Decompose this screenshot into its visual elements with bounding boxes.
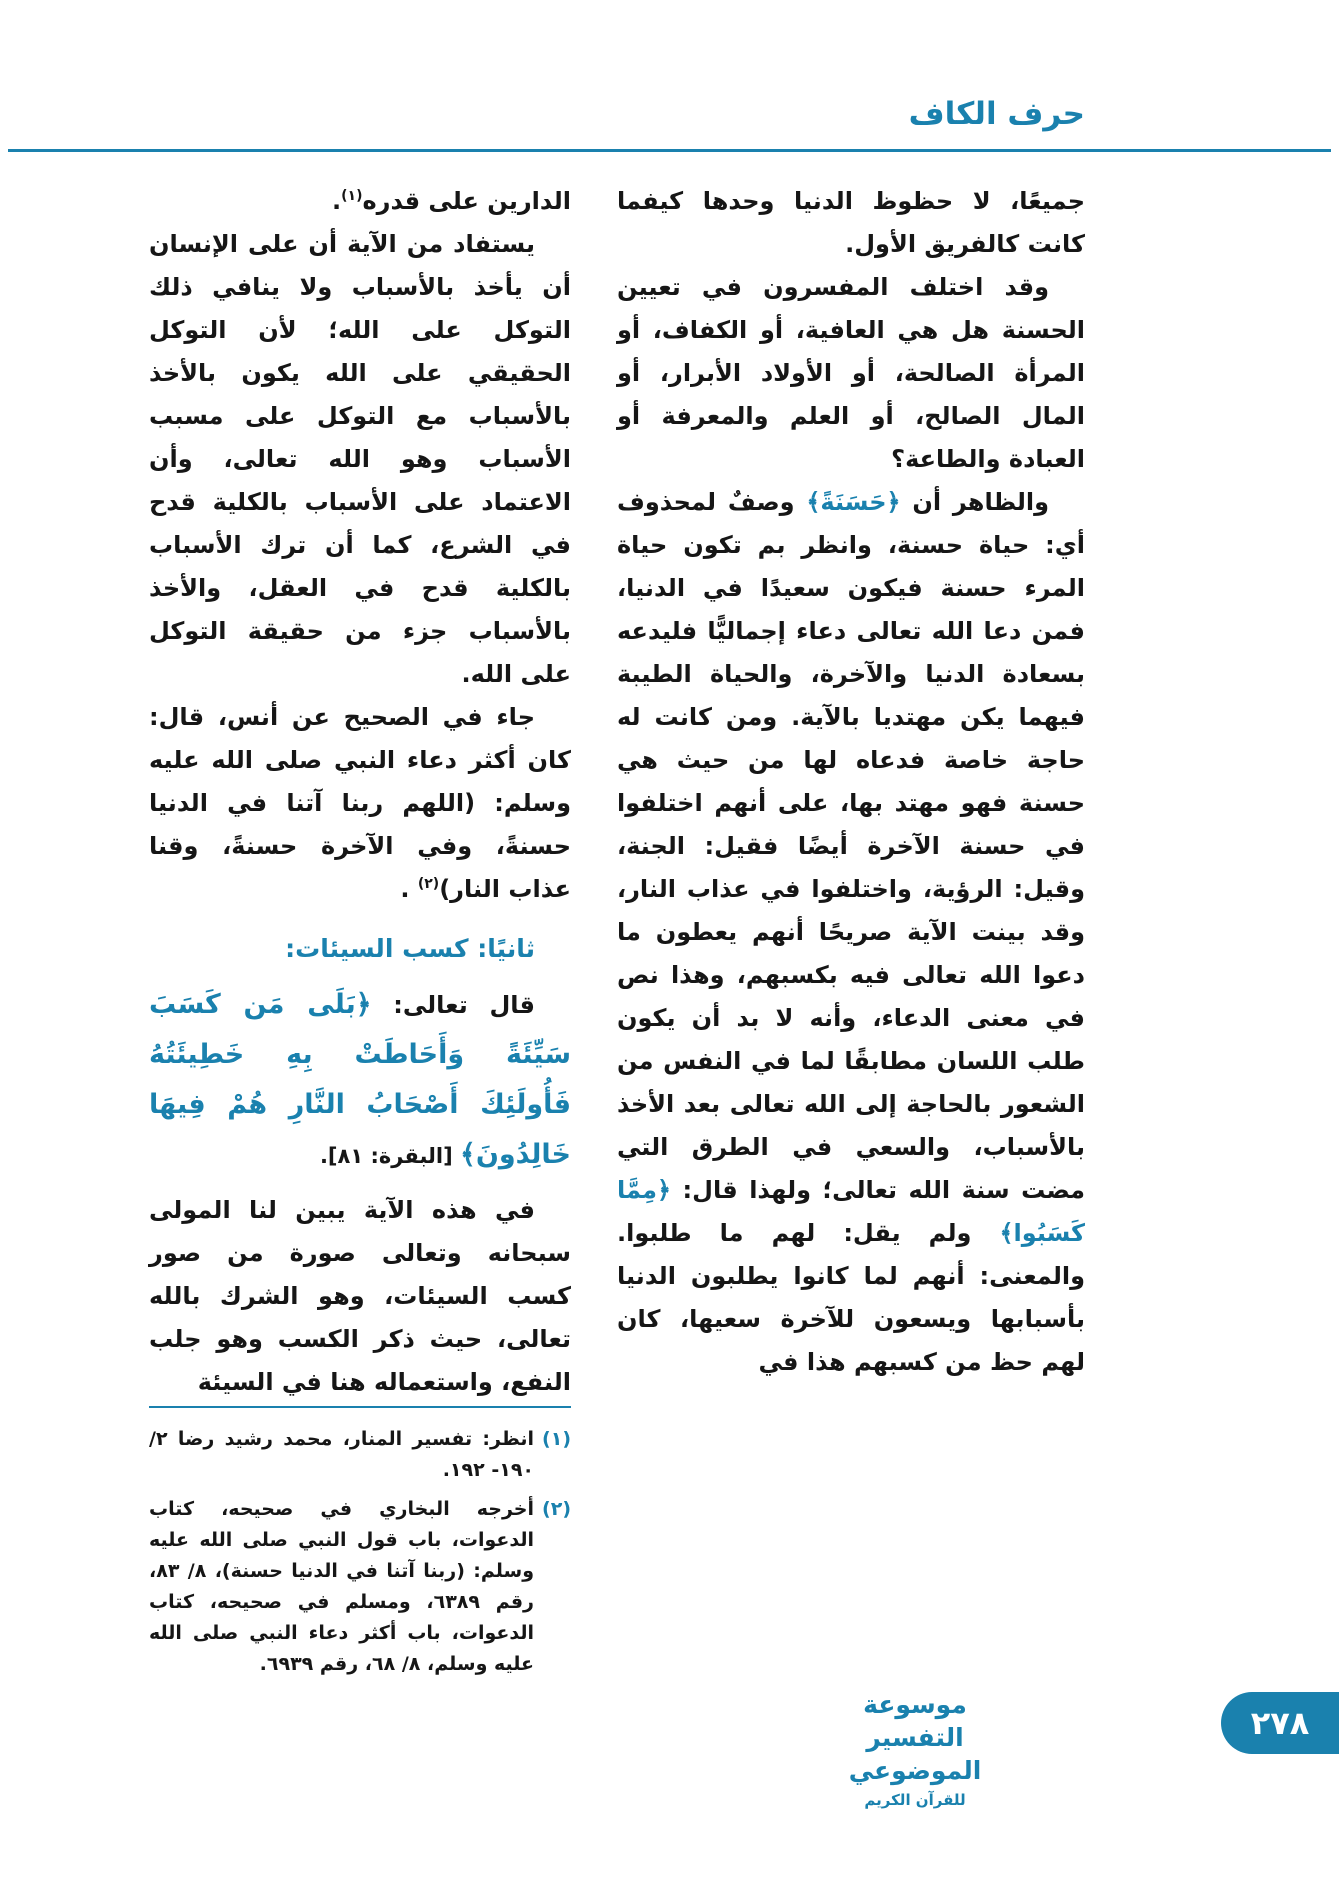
chapter-header-title: حرف الكاف bbox=[908, 96, 1085, 132]
paragraph-text: ولم يقل: لهم ما طلبوا. والمعنى: أنهم لما كانوا يطلبون الدنيا بأسبابها ويسعون للآخرة سعيها، كان لهم حظ من كسبهم هذا في bbox=[617, 1219, 1085, 1376]
paragraph-text: والظاهر أن bbox=[900, 488, 1049, 516]
paragraph: وقد اختلف المفسرون في تعيين الحسنة هل هي العافية، أو الكفاف، أو المرأة الصالحة، أو الأولاد الأبرار، أو المال الصالح، أو العلم والمعرفة أو العبادة والطاعة؟ bbox=[617, 273, 1085, 473]
column-left bbox=[149, 180, 571, 1688]
paragraph bbox=[149, 180, 571, 223]
paragraph-text: وصفٌ لمحذوف أي: حياة حسنة، وانظر بم تكون حياة المرء حسنة فيكون سعيدًا في الدنيا، فمن دعا الله تعالى دعاء إجماليًّا فليدعه بسعادة الدنيا والآخرة، والحياة الطيبة فيهما يكن مهتديا بالآية. ومن كانت له حاجة خاصة فدعاه لها من حيث هي حسنة فهو مهتد بها، على أنهم اختلفوا في حسنة الآخرة أيضًا فقيل: الجنة، وقيل: الرؤية، واختلفوا في عذاب النار، وقد بينت الآية صريحًا أنهم يعطون ما دعوا الله تعالى فيه بكسبهم، وهذا نص في معنى الدعاء، وأنه لا بد أن يكون طلب اللسان مطابقًا لما في النفس من الشعور بالحاجة إلى الله تعالى بعد الأخذ بالأسباب، والسعي في الطرق التي مضت سنة الله تعالى؛ ولهذا قال: bbox=[617, 488, 1085, 1204]
footnote-reference: (١) bbox=[341, 188, 363, 204]
book-emblem-subtitle: للقرآن الكريم bbox=[864, 1791, 966, 1809]
paragraph: في هذه الآية يبين لنا المولى سبحانه وتعالى صورة من صور كسب السيئات، وهو الشرك بالله تعالى، حيث ذكر الكسب وهو جلب النفع، واستعماله هنا في السيئة bbox=[149, 1196, 571, 1396]
paragraph-text: . bbox=[332, 187, 342, 215]
quran-verse-block bbox=[149, 980, 571, 1181]
footnote-separator bbox=[149, 1406, 571, 1408]
paragraph: جميعًا، لا حظوظ الدنيا وحدها كيفما كانت كالفريق الأول. bbox=[617, 187, 1085, 258]
footnote bbox=[149, 1494, 571, 1680]
page-number-badge: ٢٧٨ bbox=[1221, 1692, 1339, 1754]
paragraph-text: جاء في الصحيح عن أنس، قال: كان أكثر دعاء النبي صلى الله عليه وسلم: (اللهم ربنا آتنا في الدنيا حسنةً، وفي الآخرة حسنةً، وقنا عذاب النار) bbox=[149, 703, 571, 903]
section-heading: ثانيًا: كسب السيئات: bbox=[285, 934, 535, 963]
paragraph bbox=[149, 696, 571, 911]
footnote-number: (٢) bbox=[542, 1498, 571, 1520]
footnote-text: أخرجه البخاري في صحيحه، كتاب الدعوات، باب قول النبي صلى الله عليه وسلم: (ربنا آتنا في الدنيا حسنة)، ٨/ ٨٣، رقم ٦٣٨٩، ومسلم في صحيحه، كتاب الدعوات، باب أكثر دعاء النبي صلى الله عليه وسلم، ٨/ ٦٨، رقم ٦٩٣٩. bbox=[149, 1498, 535, 1675]
footnote bbox=[149, 1424, 571, 1486]
verse-citation: [البقرة: ٨١]. bbox=[319, 1144, 461, 1168]
paragraph-text: . bbox=[400, 875, 418, 903]
footnote-number: (١) bbox=[542, 1428, 571, 1450]
footnotes-section bbox=[149, 1424, 571, 1680]
paragraph bbox=[617, 481, 1085, 1384]
footnote-reference: (٢) bbox=[417, 876, 440, 892]
footnote-text: انظر: تفسير المنار، محمد رشيد رضا ٢/ ١٩٠- ١٩٢. bbox=[149, 1428, 535, 1481]
quran-quote-inline: ﴿مِمَّا كَسَبُوا﴾ bbox=[617, 1176, 1085, 1247]
paragraph-text: الدارين على قدره bbox=[362, 187, 571, 215]
book-emblem-title: موسوعة التفسير الموضوعي bbox=[848, 1690, 982, 1785]
verse-intro: قال تعالى: bbox=[371, 991, 535, 1019]
quran-verse-text: ﴿بَلَى مَن كَسَبَ سَيِّئَةً وَأَحَاطَتْ بِهِ خَطِيئَتُهُ فَأُولَئِكَ أَصْحَابُ النَّارِ هُمْ فِيهَا خَالِدُونَ﴾ bbox=[149, 989, 571, 1170]
header-rule bbox=[8, 149, 1331, 152]
paragraph: يستفاد من الآية أن على الإنسان أن يأخذ بالأسباب ولا ينافي ذلك التوكل على الله؛ لأن التوكل الحقيقي على الله يكون بالأخذ بالأسباب مع التوكل على مسبب الأسباب وهو الله تعالى، وأن الاعتماد على الأسباب بالكلية قدح في الشرع، كما أن ترك الأسباب بالكلية قدح في العقل، والأخذ بالأسباب جزء من حقيقة التوكل على الله. bbox=[149, 230, 571, 688]
quran-quote-inline: ﴿حَسَنَةً﴾ bbox=[806, 488, 901, 516]
book-emblem bbox=[813, 1688, 1017, 1809]
column-right bbox=[617, 180, 1085, 1384]
